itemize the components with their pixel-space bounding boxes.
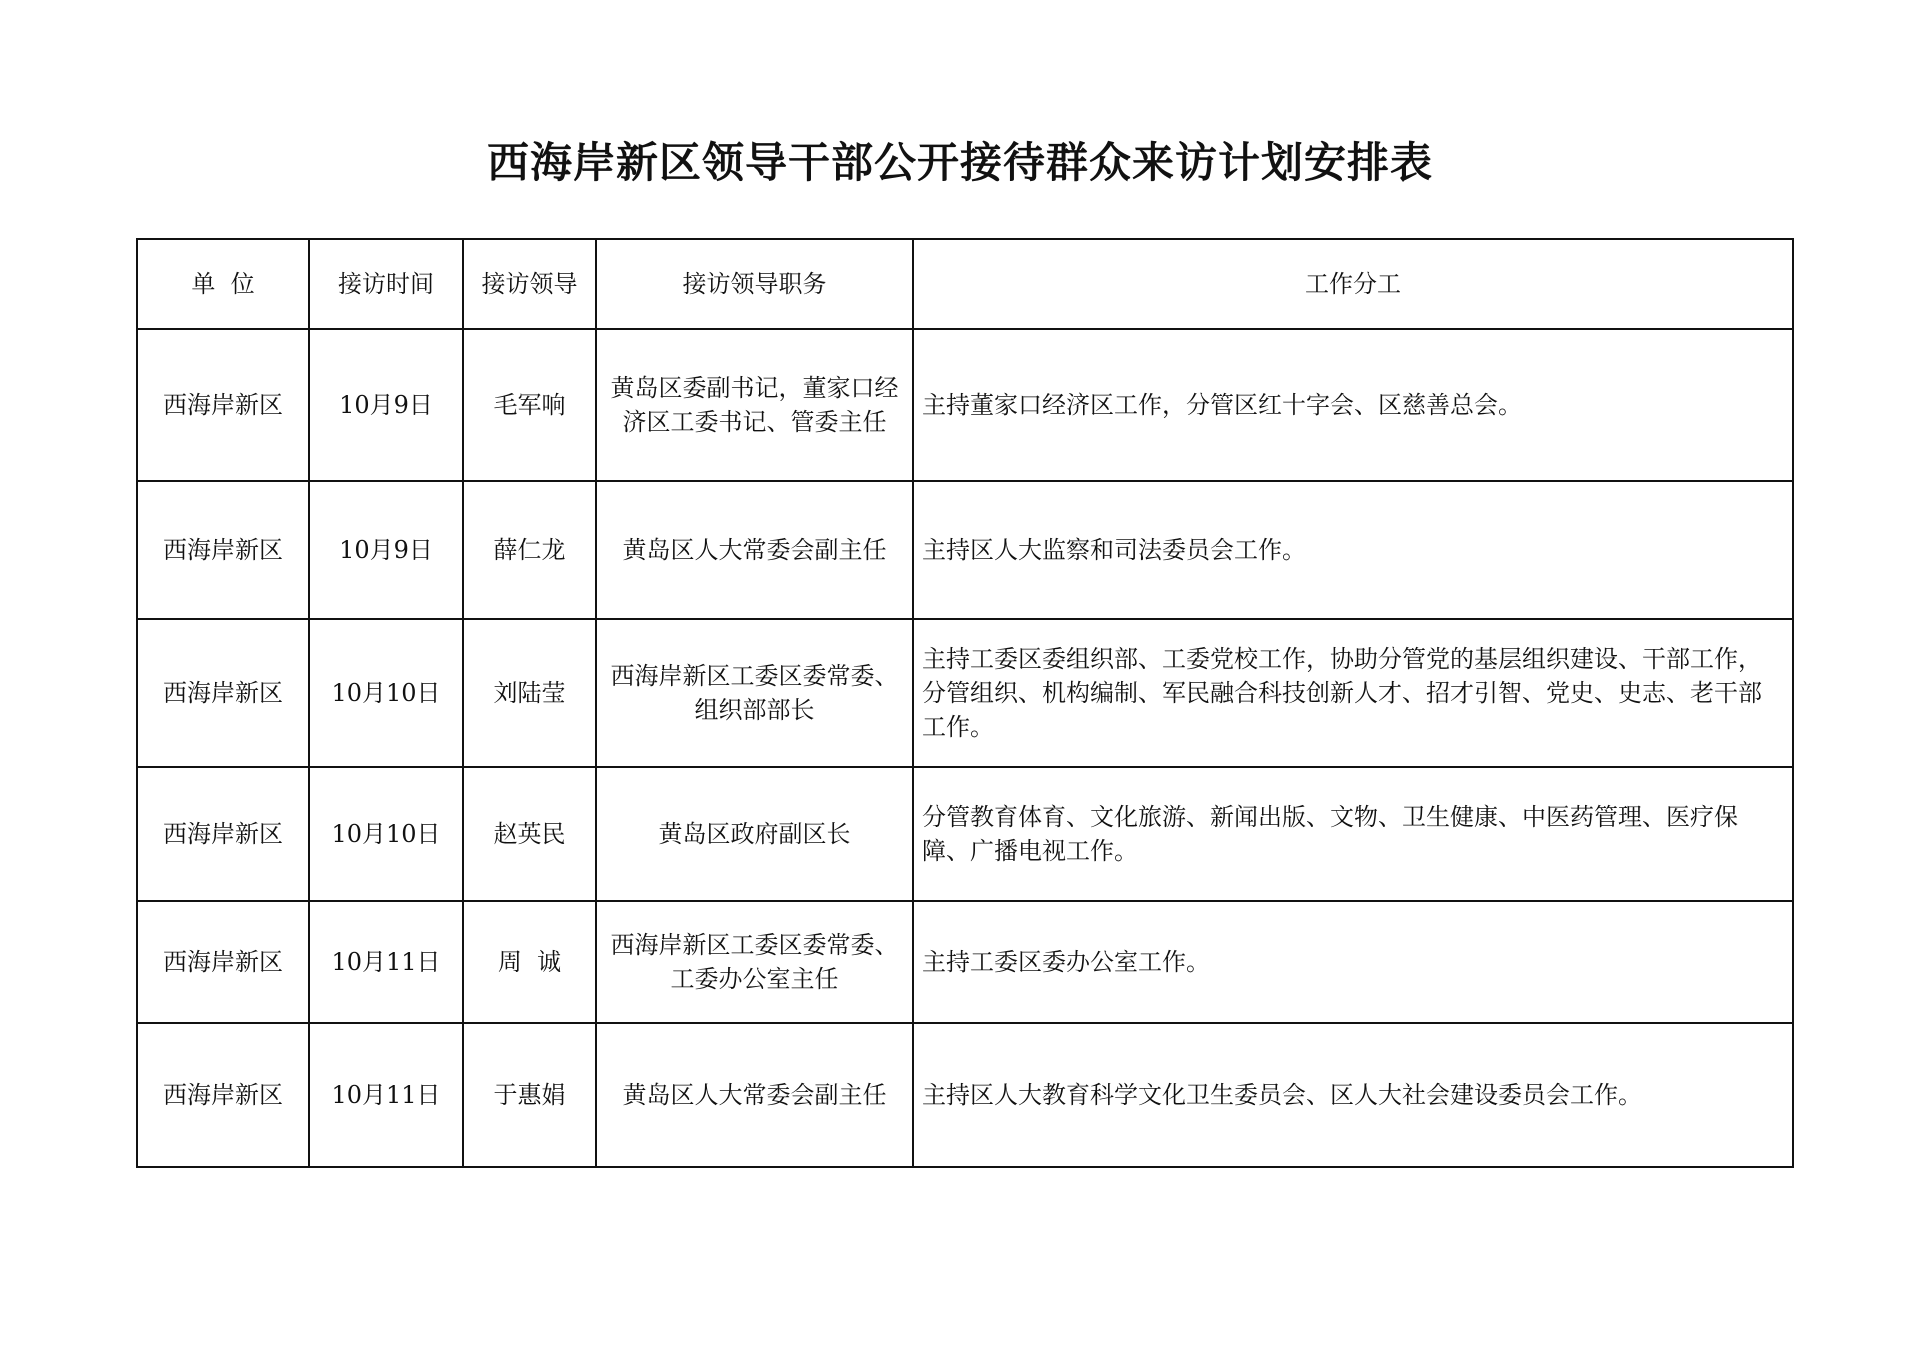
cell-position: 西海岸新区工委区委常委、工委办公室主任 bbox=[596, 901, 913, 1023]
schedule-table bbox=[136, 238, 1794, 1168]
cell-time: 10月10日 bbox=[309, 619, 463, 767]
cell-unit: 西海岸新区 bbox=[137, 767, 309, 901]
cell-duties: 主持董家口经济区工作，分管区红十字会、区慈善总会。 bbox=[913, 329, 1793, 481]
cell-position: 西海岸新区工委区委常委、组织部部长 bbox=[596, 619, 913, 767]
cell-time: 10月9日 bbox=[309, 481, 463, 619]
table-row bbox=[137, 619, 1793, 767]
cell-position: 黄岛区委副书记，董家口经济区工委书记、管委主任 bbox=[596, 329, 913, 481]
cell-leader: 薛仁龙 bbox=[463, 481, 596, 619]
cell-duties: 分管教育体育、文化旅游、新闻出版、文物、卫生健康、中医药管理、医疗保障、广播电视工作。 bbox=[913, 767, 1793, 901]
cell-leader: 赵英民 bbox=[463, 767, 596, 901]
cell-position: 黄岛区人大常委会副主任 bbox=[596, 1023, 913, 1167]
cell-leader: 刘陆莹 bbox=[463, 619, 596, 767]
table-row bbox=[137, 329, 1793, 481]
cell-leader: 毛军响 bbox=[463, 329, 596, 481]
table-row bbox=[137, 901, 1793, 1023]
cell-unit: 西海岸新区 bbox=[137, 619, 309, 767]
cell-unit: 西海岸新区 bbox=[137, 1023, 309, 1167]
cell-unit: 西海岸新区 bbox=[137, 481, 309, 619]
cell-unit: 西海岸新区 bbox=[137, 329, 309, 481]
cell-duties: 主持工委区委办公室工作。 bbox=[913, 901, 1793, 1023]
cell-position: 黄岛区人大常委会副主任 bbox=[596, 481, 913, 619]
cell-leader: 于惠娟 bbox=[463, 1023, 596, 1167]
header-leader: 接访领导 bbox=[463, 239, 596, 329]
header-position: 接访领导职务 bbox=[596, 239, 913, 329]
cell-duties: 主持区人大教育科学文化卫生委员会、区人大社会建设委员会工作。 bbox=[913, 1023, 1793, 1167]
cell-time: 10月9日 bbox=[309, 329, 463, 481]
cell-duties: 主持区人大监察和司法委员会工作。 bbox=[913, 481, 1793, 619]
cell-position: 黄岛区政府副区长 bbox=[596, 767, 913, 901]
cell-time: 10月11日 bbox=[309, 901, 463, 1023]
header-unit: 单 位 bbox=[137, 239, 309, 329]
header-duties: 工作分工 bbox=[913, 239, 1793, 329]
cell-time: 10月11日 bbox=[309, 1023, 463, 1167]
cell-duties: 主持工委区委组织部、工委党校工作，协助分管党的基层组织建设、干部工作，分管组织、机构编制、军民融合科技创新人才、招才引智、党史、史志、老干部工作。 bbox=[913, 619, 1793, 767]
cell-unit: 西海岸新区 bbox=[137, 901, 309, 1023]
table-row bbox=[137, 481, 1793, 619]
header-row bbox=[137, 239, 1793, 329]
table-row bbox=[137, 1023, 1793, 1167]
page-title: 西海岸新区领导干部公开接待群众来访计划安排表 bbox=[486, 138, 1433, 187]
header-time: 接访时间 bbox=[309, 239, 463, 329]
cell-leader: 周 诚 bbox=[463, 901, 596, 1023]
cell-time: 10月10日 bbox=[309, 767, 463, 901]
table-row bbox=[137, 767, 1793, 901]
